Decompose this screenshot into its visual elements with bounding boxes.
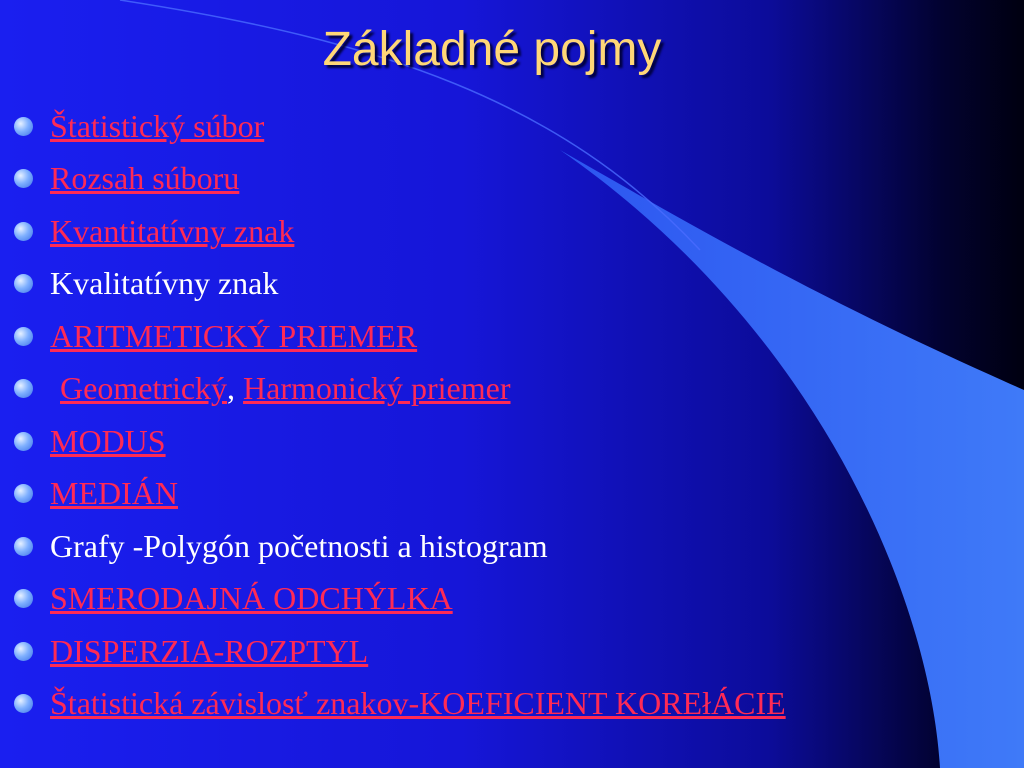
list-item — [14, 363, 786, 416]
list-item — [14, 678, 786, 731]
separator: , — [227, 370, 244, 407]
link-aritmeticky-priemer[interactable]: ARITMETICKÝ PRIEMER — [50, 317, 418, 354]
list-item — [14, 310, 786, 363]
list-item — [14, 625, 786, 678]
bullet-icon — [14, 222, 33, 241]
list-item — [14, 468, 786, 521]
link-statisticka-zavislost[interactable]: Štatistická závislosť znakov-KOEFICIENT KOREłÁCIE — [50, 685, 786, 722]
slide-title: Základné pojmy — [322, 23, 662, 76]
bullet-icon — [14, 379, 33, 398]
bullet-icon — [14, 169, 33, 188]
link-geometricky[interactable]: Geometrický — [60, 370, 228, 407]
bullet-icon — [14, 432, 33, 451]
list-item — [14, 520, 786, 573]
link-modus[interactable]: MODUS — [50, 422, 166, 459]
bullet-icon — [14, 537, 33, 556]
link-harmonicky-priemer[interactable]: Harmonický priemer — [243, 370, 511, 407]
bullet-icon — [14, 274, 33, 293]
link-kvantitativny-znak[interactable]: Kvantitatívny znak — [50, 212, 295, 249]
list-item — [14, 573, 786, 626]
link-rozsah-suboru[interactable]: Rozsah súboru — [50, 160, 240, 197]
list-item — [14, 415, 786, 468]
link-disperzia-rozptyl[interactable]: DISPERZIA-ROZPTYL — [50, 632, 369, 669]
bullet-icon — [14, 589, 33, 608]
bullet-list — [14, 100, 786, 730]
bullet-icon — [14, 642, 33, 661]
bullet-icon — [14, 694, 33, 713]
bullet-icon — [14, 484, 33, 503]
text-kvalitativny-znak: Kvalitatívny znak — [50, 265, 279, 302]
text-grafy: Grafy -Polygón početnosti a histogram — [50, 527, 548, 564]
link-smerodajna-odchylka[interactable]: SMERODAJNÁ ODCHÝLKA — [50, 580, 453, 617]
link-median[interactable]: MEDIÁN — [50, 475, 178, 512]
list-item — [14, 100, 786, 153]
bullet-icon — [14, 327, 33, 346]
list-item — [14, 205, 786, 258]
list-item — [14, 258, 786, 311]
link-statisticky-subor[interactable]: Štatistický súbor — [50, 107, 265, 144]
bullet-icon — [14, 117, 33, 136]
list-item — [14, 153, 786, 206]
